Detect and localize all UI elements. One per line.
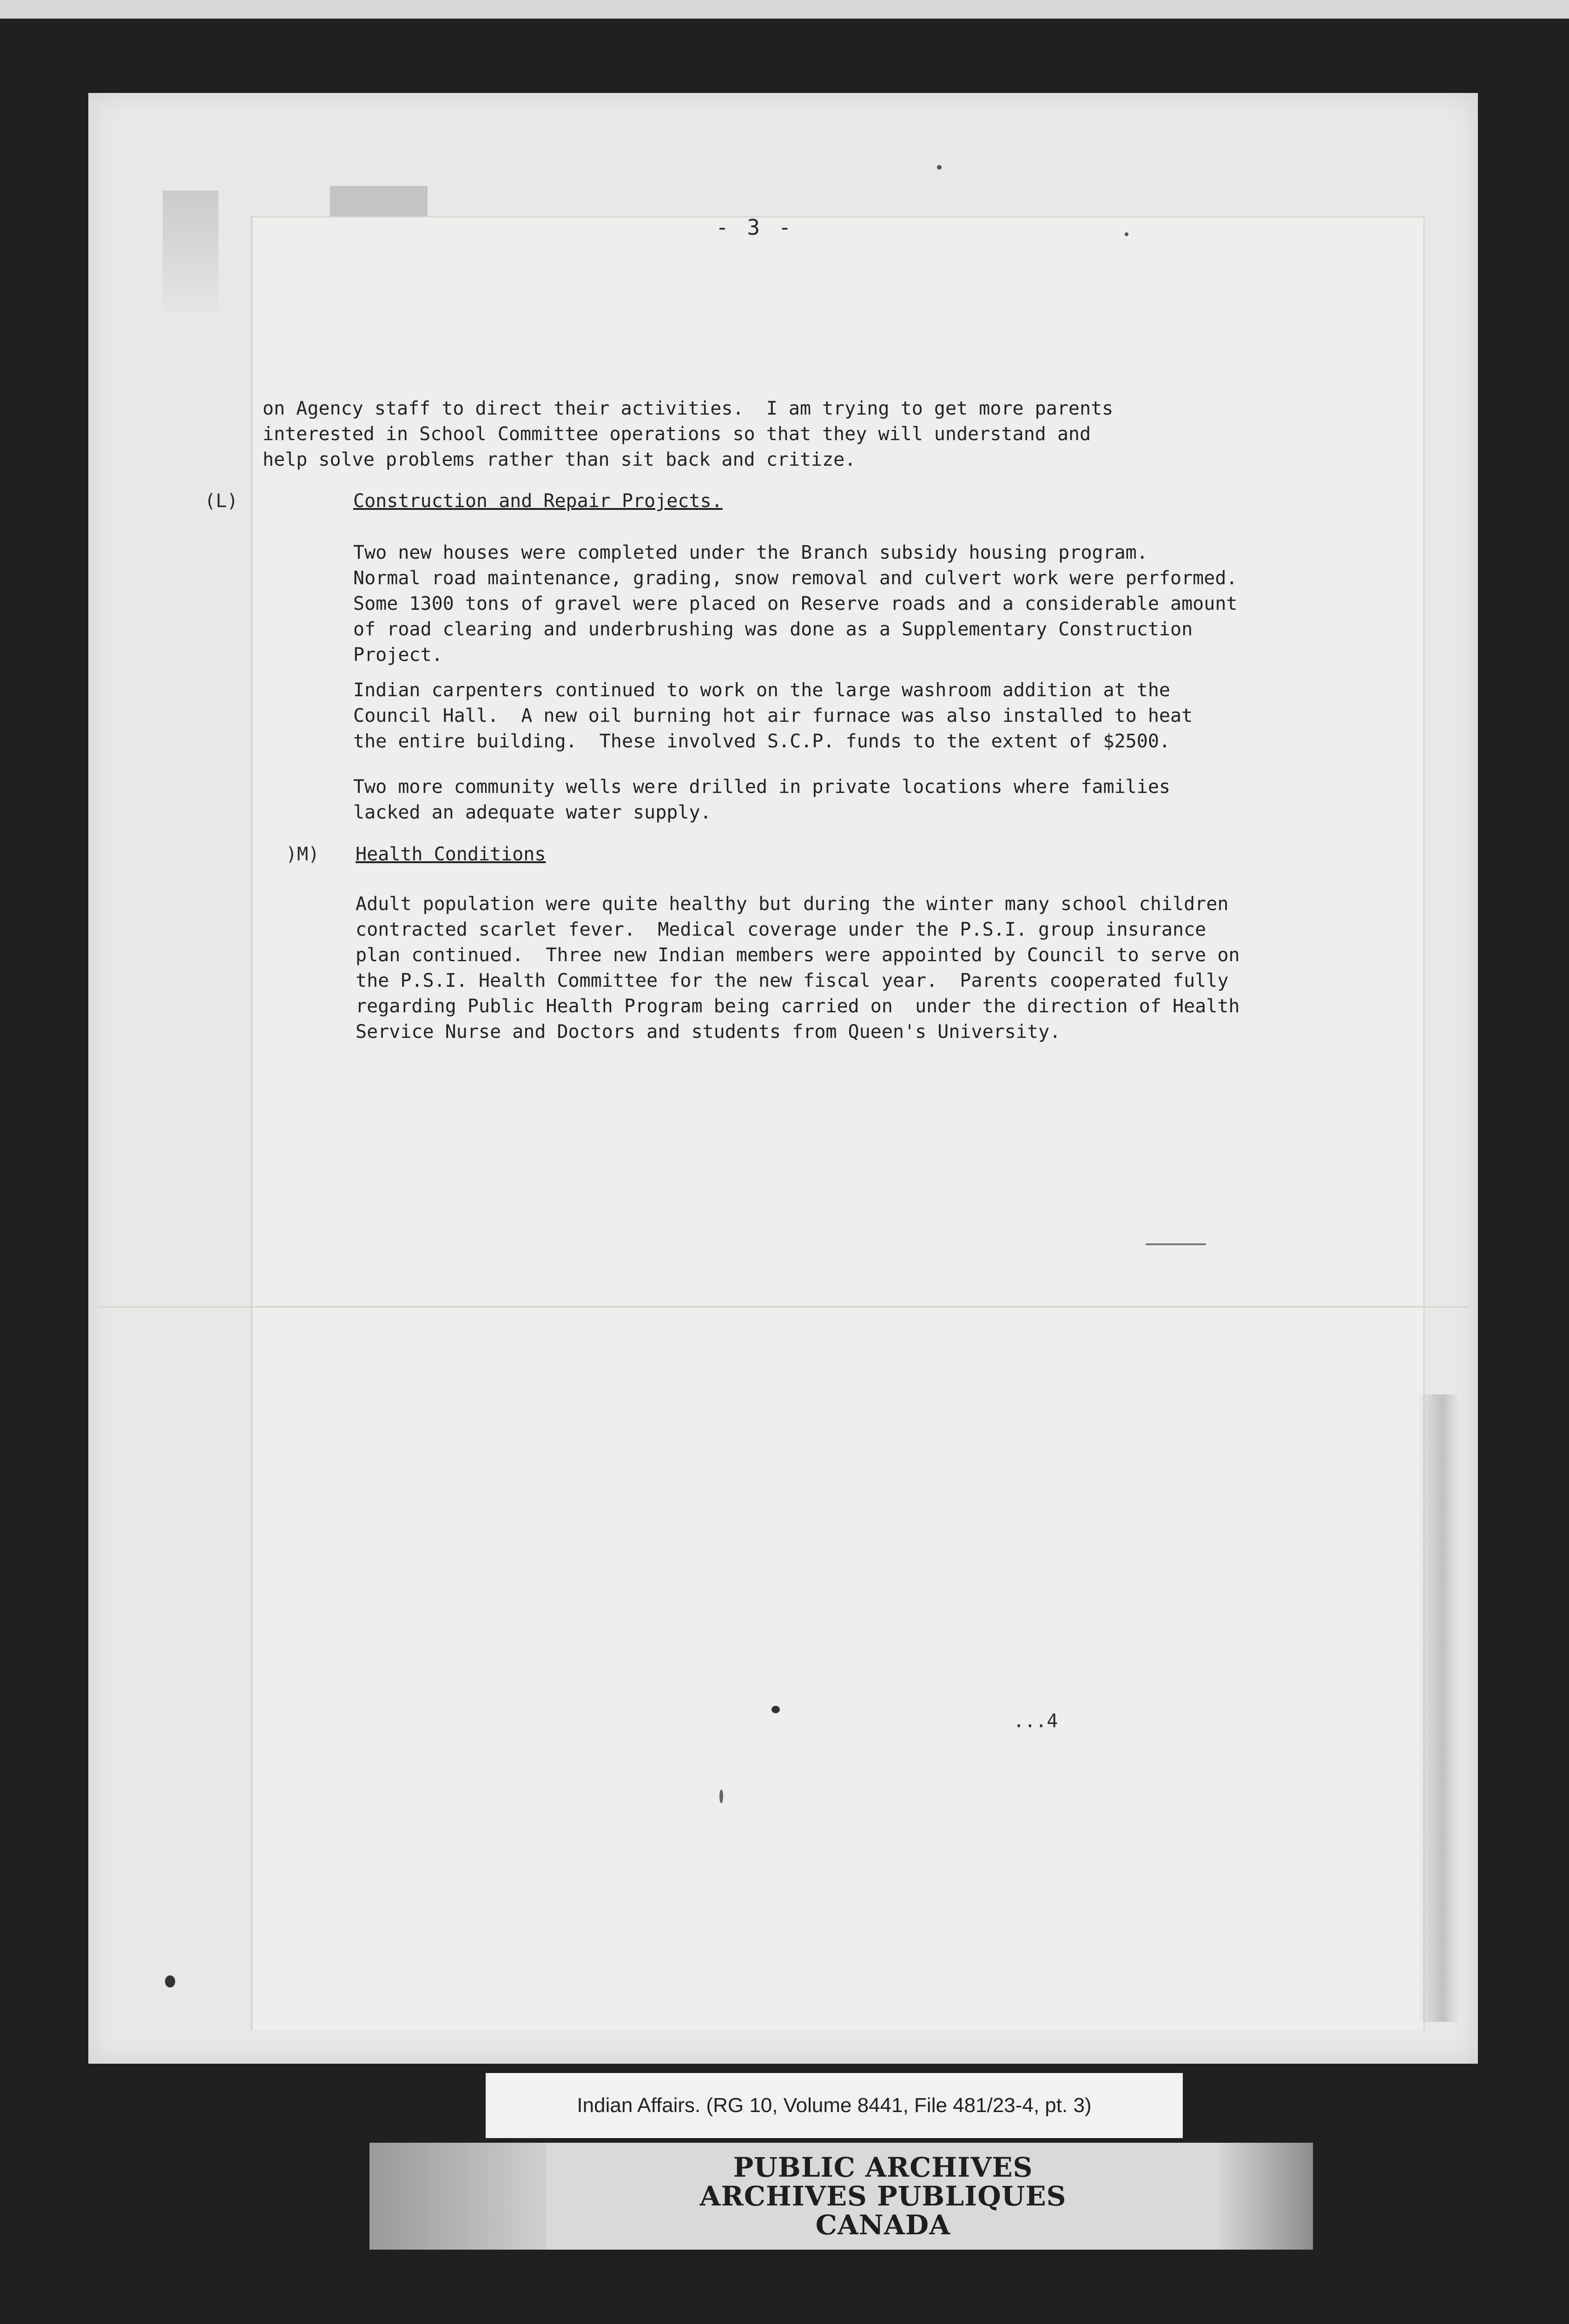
- archive-reference-label: Indian Affairs. (RG 10, Volume 8441, File 481/23-4, pt. 3): [486, 2073, 1183, 2138]
- document-page: [88, 93, 1478, 2064]
- health-paragraph: Adult population were quite healthy but during the winter many school children contracted scarlet fever. Medical coverage under the P.S.I. group insurance plan continued. Three new Indian members were appointed by Council to serve on the P.S.I. Health Committee for the new fiscal year. Parents cooperated fully regarding Public Health Program being carried on under the direction of Health Service Nurse and Doctors and students from Queen's University.: [356, 893, 1240, 1043]
- tape-residue-left: [163, 191, 218, 311]
- section-heading-construction: Construction and Repair Projects.: [353, 490, 723, 512]
- section-heading-health: Health Conditions: [356, 844, 546, 865]
- scan-speck: [1125, 232, 1128, 236]
- construction-paragraph-3: Two more community wells were drilled in private locations where families lacked an adequate water supply.: [353, 776, 1170, 823]
- stamp-line-1: PUBLIC ARCHIVES: [733, 2152, 1033, 2183]
- scan-top-edge: [0, 0, 1569, 19]
- section-label-m: )M): [286, 844, 320, 865]
- scan-speck: [1146, 1243, 1206, 1245]
- page-number: - 3 -: [716, 215, 794, 240]
- scan-speck: [771, 1706, 780, 1713]
- scan-speck: [937, 165, 942, 170]
- stamp-cap-right: [1220, 2143, 1313, 2250]
- inner-sheet: [251, 216, 1424, 2030]
- stamp-cap-left: [369, 2143, 546, 2250]
- section-label-l: (L): [204, 490, 238, 512]
- stamp-line-2: ARCHIVES PUBLIQUES: [699, 2180, 1067, 2212]
- stamp-center: [546, 2143, 1220, 2250]
- construction-paragraph-1: Two new houses were completed under the Branch subsidy housing program. Normal road maintenance, grading, snow removal and culvert work were performed. Some 1300 tons of gravel were placed on Reserve roads and a considerable amount of road clearing and underbrushing was done as a Supplementary Construction Project.: [353, 542, 1238, 666]
- construction-paragraph-2: Indian carpenters continued to work on the large washroom addition at the Council Hall. A new oil burning hot air furnace was also installed to heat the entire building. These involved S.C.P. funds to the extent of $2500.: [353, 680, 1193, 752]
- scan-speck: [719, 1789, 723, 1803]
- stamp-line-3: CANADA: [815, 2209, 951, 2241]
- page-curl-shadow: [1417, 1394, 1459, 2022]
- intro-paragraph: on Agency staff to direct their activities. I am trying to get more parents interested in School Committee operations so that they will understand and help solve problems rather than sit back and critize.: [263, 398, 1114, 470]
- fold-line: [98, 1306, 1469, 1307]
- continuation-marker: ...4: [1013, 1710, 1058, 1732]
- archive-stamp: [369, 2143, 1313, 2250]
- scan-speck: [165, 1975, 175, 1987]
